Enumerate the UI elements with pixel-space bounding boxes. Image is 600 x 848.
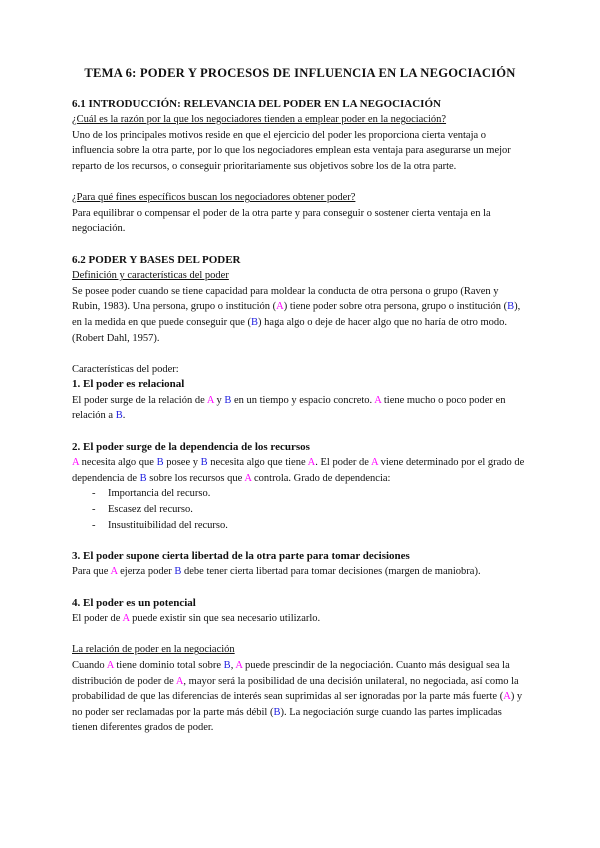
characteristic-2-heading: 2. El poder surge de la dependencia de los recursos	[72, 440, 310, 453]
answer-1: Uno de los principales motivos reside en que el ejercicio del poder les proporciona cierta ventaja o influencia sobre la otra parte, por lo que los negociadores emplean esta ventaja para asegurarse un mejor reparto de los recursos, o conseguir prioritariamente sus objetivos sobre los de la otra parte.	[72, 129, 511, 172]
list-item: - Escasez del recurso.	[92, 502, 528, 518]
list-item: - Insustituibilidad del recurso.	[92, 518, 528, 534]
document-title: TEMA 6: PODER Y PROCESOS DE INFLUENCIA EN LA NEGOCIACIÓN	[84, 66, 516, 80]
dependency-list	[72, 486, 528, 533]
definition-paragraph: Se posee poder cuando se tiene capacidad para moldear la conducta de otra persona o grupo (Raven y Rubin, 1983). Una persona, grupo o institución (A) tiene poder sobre otra persona, grupo o institución (B), en la medida en que puede conseguir que (B) haga algo o deje de hacer algo que no haría de otro modo. (Robert Dahl, 1957).	[72, 285, 521, 344]
section-6-2-heading: 6.2 PODER Y BASES DEL PODER	[72, 253, 241, 266]
section-6-1-heading: 6.1 INTRODUCCIÓN: RELEVANCIA DEL PODER EN LA NEGOCIACIÓN	[72, 97, 441, 110]
relation-paragraph: Cuando A tiene dominio total sobre B, A puede prescindir de la negociación. Cuanto más desigual sea la distribución de poder de A, mayor será la posibilidad de una decisión unilateral, no negociada, así como la probabilidad de que las diferencias de interés sean suprimidas al ser ignoradas por la parte más fuerte (A) y no poder ser reclamadas por la parte más débil (B). La negociación surge cuando las partes implicadas tienen diferentes grados de poder.	[72, 659, 523, 734]
characteristic-3-text: Para que A ejerza poder B debe tener cierta libertad para tomar decisiones (margen de maniobra).	[72, 566, 481, 578]
question-2: ¿Para qué fines específicos buscan los negociadores obtener poder?	[72, 192, 356, 204]
relation-title: La relación de poder en la negociación	[72, 644, 235, 656]
characteristic-2-text: A necesita algo que B posee y B necesita algo que tiene A. El poder de A viene determinado por el grado de dependencia de B sobre los recursos que A controla. Grado de dependencia:	[72, 457, 525, 484]
answer-2: Para equilibrar o compensar el poder de la otra parte y para conseguir o sostener cierta ventaja en la negociación.	[72, 207, 491, 235]
document-page	[72, 66, 528, 736]
characteristic-3-heading: 3. El poder supone cierta libertad de la otra parte para tomar decisiones	[72, 549, 410, 562]
list-item: - Importancia del recurso.	[92, 486, 528, 502]
characteristic-4-heading: 4. El poder es un potencial	[72, 596, 196, 609]
question-1: ¿Cuál es la razón por la que los negociadores tienden a emplear poder en la negociación?	[72, 114, 447, 126]
characteristic-1-heading: 1. El poder es relacional	[72, 378, 185, 391]
definition-title: Definición y características del poder	[72, 270, 229, 282]
characteristic-4-text: El poder de A puede existir sin que sea necesario utilizarlo.	[72, 613, 321, 625]
characteristics-intro: Características del poder:	[72, 363, 179, 375]
characteristic-1-text: El poder surge de la relación de A y B en un tiempo y espacio concreto. A tiene mucho o poco poder en relación a B.	[72, 394, 506, 422]
